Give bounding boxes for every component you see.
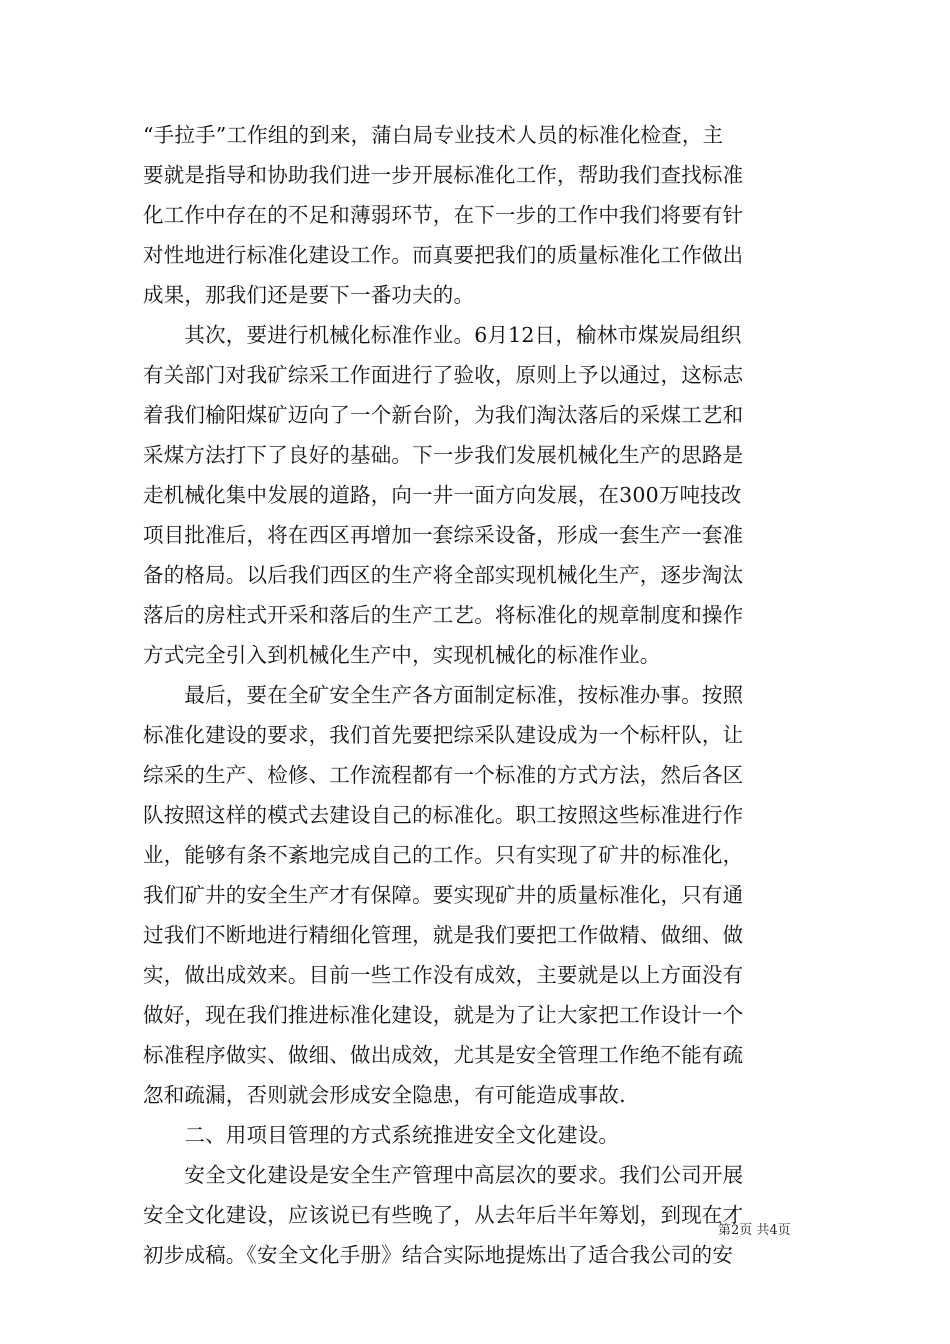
page-number: 第2页 共4页 — [718, 1223, 791, 1238]
text-line: 备的格局。以后我们西区的生产将全部实现机械化生产，逐步淘汰 — [143, 563, 744, 587]
text-line: 标准化建设的要求，我们首先要把综采队建设成为一个标杆队，让 — [143, 723, 744, 747]
text-line: 安全文化建设，应该说已有些晚了，从去年后半年筹划，到现在才 — [143, 1203, 744, 1227]
text-line: 走机械化集中发展的道路，向一井一面方向发展，在300万吨技改 — [143, 483, 742, 507]
text-line: 成果，那我们还是要下一番功夫的。 — [143, 283, 475, 307]
text-line: 初步成稿。《安全文化手册》结合实际地提炼出了适合我公司的安 — [143, 1243, 734, 1267]
text-line: “手拉手”工作组的到来，蒲白局专业技术人员的标准化检查，主 — [143, 123, 724, 147]
text-line: 方式完全引入到机械化生产中，实现机械化的标准作业。 — [143, 643, 661, 667]
text-line: 化工作中存在的不足和薄弱环节，在下一步的工作中我们将要有针 — [143, 203, 744, 227]
text-line: 综采的生产、检修、工作流程都有一个标准的方式方法，然后各区 — [143, 763, 744, 787]
text-line: 有关部门对我矿综采工作面进行了验收，原则上予以通过，这标志 — [143, 363, 744, 387]
text-line: 二、用项目管理的方式系统推进安全文化建设。 — [143, 1123, 620, 1147]
text-line: 做好，现在我们推进标准化建设，就是为了让大家把工作设计一个 — [143, 1003, 744, 1027]
text-line: 项目批准后，将在西区再增加一套综采设备，形成一套生产一套准 — [143, 523, 744, 547]
text-line: 忽和疏漏，否则就会形成安全隐患，有可能造成事故. — [143, 1083, 626, 1107]
text-line: 业，能够有条不紊地完成自己的工作。只有实现了矿井的标准化， — [143, 843, 744, 867]
text-line: 过我们不断地进行精细化管理，就是我们要把工作做精、做细、做 — [143, 923, 744, 947]
text-line: 实，做出成效来。目前一些工作没有成效，主要就是以上方面没有 — [143, 963, 744, 987]
text-line: 采煤方法打下了良好的基础。下一步我们发展机械化生产的思路是 — [143, 443, 744, 467]
text-line: 标准程序做实、做细、做出成效，尤其是安全管理工作绝不能有疏 — [143, 1043, 744, 1067]
text-line: 队按照这样的模式去建设自己的标准化。职工按照这些标准进行作 — [143, 803, 744, 827]
text-line: 其次，要进行机械化标准作业。6月12日，榆林市煤炭局组织 — [143, 323, 742, 347]
text-line: 安全文化建设是安全生产管理中高层次的要求。我们公司开展 — [143, 1163, 744, 1187]
text-line: 着我们榆阳煤矿迈向了一个新台阶，为我们淘汰落后的采煤工艺和 — [143, 403, 744, 427]
text-line: 我们矿井的安全生产才有保障。要实现矿井的质量标准化，只有通 — [143, 883, 744, 907]
text-line: 要就是指导和协助我们进一步开展标准化工作，帮助我们查找标准 — [143, 163, 744, 187]
text-line: 最后，要在全矿安全生产各方面制定标准，按标准办事。按照 — [143, 683, 744, 707]
text-line: 落后的房柱式开采和落后的生产工艺。将标准化的规章制度和操作 — [143, 603, 744, 627]
text-line: 对性地进行标准化建设工作。而真要把我们的质量标准化工作做出 — [143, 243, 744, 267]
